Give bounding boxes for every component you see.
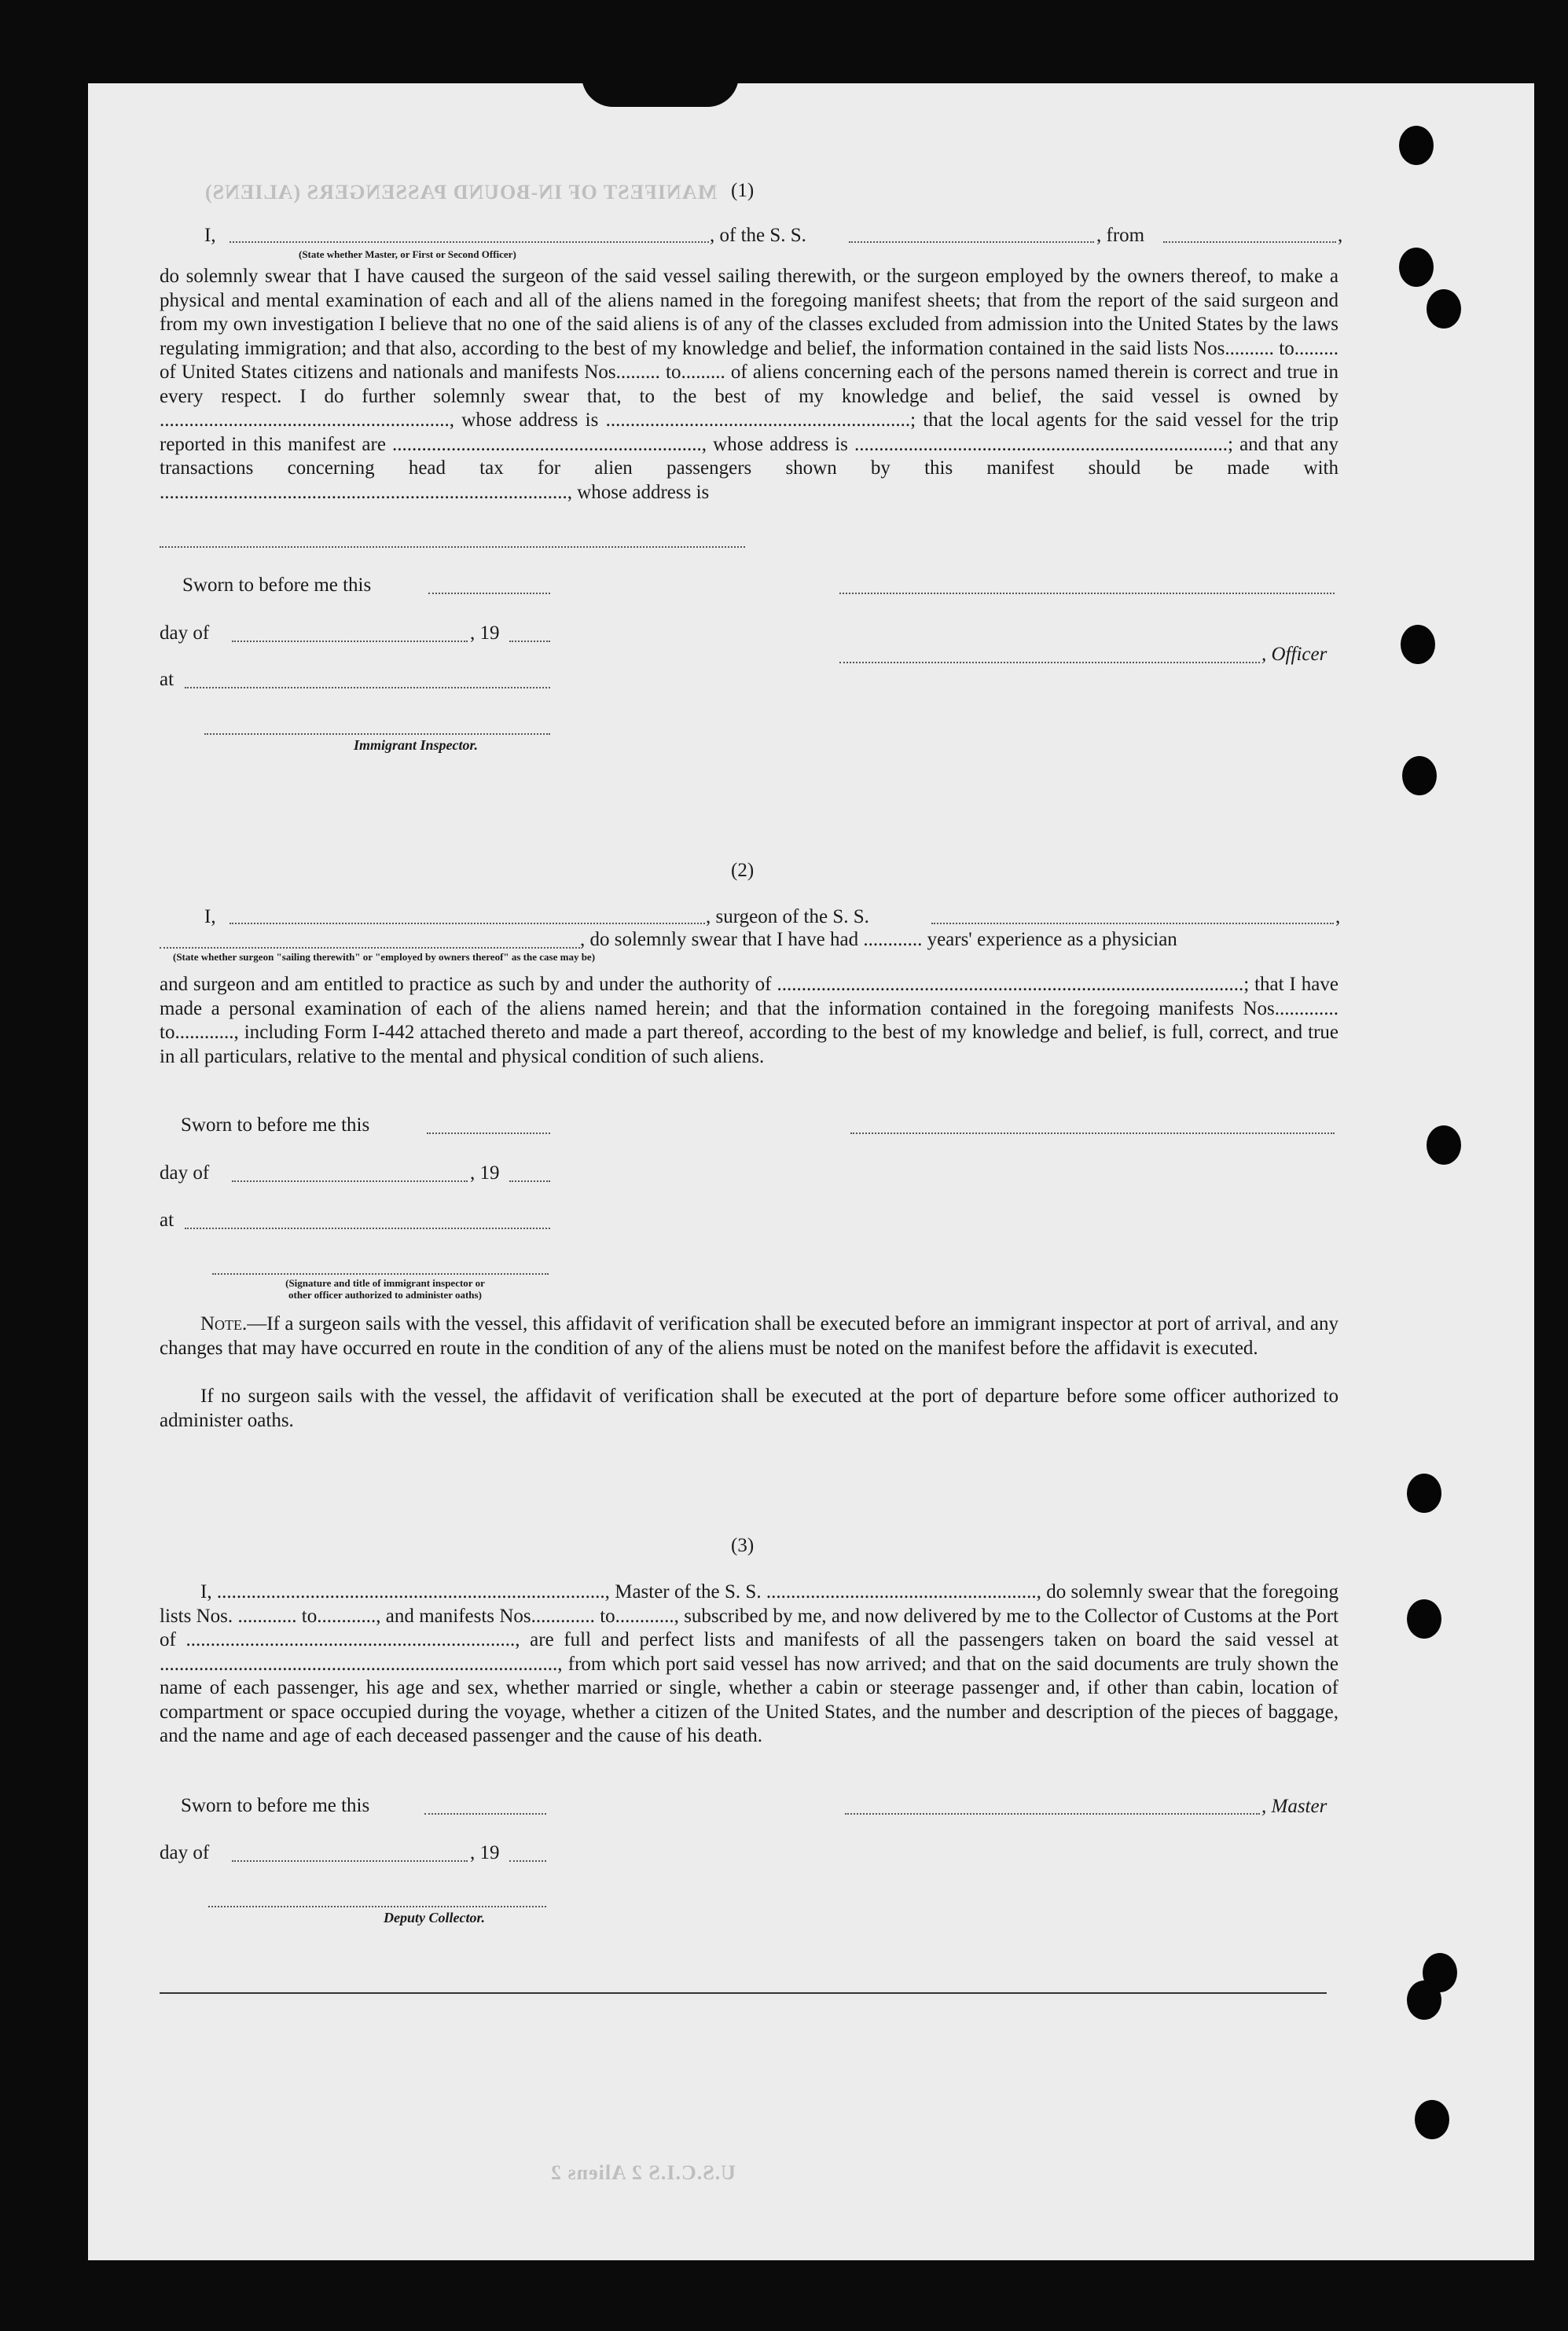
s1-day-of: day of — [160, 622, 210, 644]
s1-paragraph: do solemnly swear that I have caused the surgeon of the said vessel sailing therewith, or the surgeon employed by the owners thereof, to make a physical and mental examination of each and all of the aliens named in the foregoing manifest sheets; that from the report of the said surgeon and from my own investigation I believe that no one of the said aliens is of any of the classes excluded from admission into the United States by the laws regulating immigration; and that also, according to the best of my knowledge and belief, the information contained in the said lists Nos.......... to......... of United States citizens and nationals and manifests Nos......... to......... of aliens concerning each of the persons named therein is correct and true in every respect. I do further solemnly swear that, to the best of my knowledge and belief, the said vessel is owned by ..........................................................., whose address is ..............................................................; that the local agents for the said vessel for the trip reported in this manifest are ..............................................................., whose address is ............................................................................; and that any transactions concerning head tax for alien passengers shown by this manifest should be made with ..................................................................................., whose address is — [160, 266, 1338, 503]
s3-master: , Master — [1261, 1796, 1327, 1817]
s2-surgeon-field[interactable] — [230, 923, 705, 924]
s1-line1-d: , — [1338, 225, 1343, 246]
s1-sworn-field[interactable] — [428, 593, 550, 594]
s3-sworn-field[interactable] — [424, 1813, 546, 1815]
s1-year-field[interactable] — [509, 641, 550, 642]
s2-note-text: —If a surgeon sails with the vessel, this affidavit of verification shall be executed before an immigrant inspector at port of arrival, and any changes that may have occurred en route in the condition of any of the aliens must be noted on the manifest before the affidavit is executed. — [160, 1313, 1338, 1359]
binder-hole — [1399, 126, 1434, 165]
s1-trailing-field[interactable] — [160, 546, 745, 548]
s1-ship-field[interactable] — [849, 241, 1094, 243]
s1-year: , 19 — [470, 622, 500, 644]
s2-year: , 19 — [470, 1162, 500, 1184]
section-1-number: (1) — [731, 180, 755, 201]
s2-ship-field[interactable] — [931, 923, 1334, 924]
s1-line1-a: I, — [204, 225, 216, 246]
s1-line1-c: , from — [1096, 225, 1145, 246]
s1-line1-b: , of the S. S. — [710, 225, 806, 246]
s2-day-of: day of — [160, 1162, 210, 1184]
s3-collector-sig-field[interactable] — [208, 1906, 546, 1907]
s2-day-field[interactable] — [232, 1180, 468, 1182]
section-3-number: (3) — [731, 1535, 755, 1556]
s2-paragraph: and surgeon and am entitled to practice as such by and under the authority of ...............................................................................................; that I have made a personal examination of each of the aliens named herein; and that the information contained in the foregoing manifests Nos............. to............, including Form I-442 attached thereto and made a part thereof, according to the best of my knowledge and belief, is full, correct, and true in all particulars, relative to the mental and physical condition of such aliens. — [160, 974, 1338, 1067]
binder-hole — [1407, 1474, 1441, 1513]
s2-line2: , do solemnly swear that I have had ............ years' experience as a physician — [580, 929, 1177, 950]
s2-inspector-sig-field[interactable] — [212, 1273, 549, 1275]
s2-sworn-field[interactable] — [427, 1132, 550, 1134]
s1-note: (State whether Master, or First or Second Officer) — [299, 248, 516, 260]
binder-hole — [1427, 289, 1461, 329]
s1-from-field[interactable] — [1163, 241, 1336, 243]
s3-collector: Deputy Collector. — [384, 1910, 485, 1925]
s2-signature-field[interactable] — [850, 1132, 1335, 1134]
s3-master-field[interactable] — [845, 1813, 1260, 1815]
s2-note-paragraph-2: If no surgeon sails with the vessel, the affidavit of verification shall be executed at the port of departure before some officer authorized to administer oaths. — [160, 1386, 1338, 1431]
bottom-rule — [160, 1992, 1327, 1994]
binder-hole — [1415, 2100, 1449, 2139]
s2-note: (State whether surgeon "sailing therewith" or "employed by owners thereof" as the case may be) — [173, 951, 596, 963]
s2-role-field[interactable] — [160, 947, 580, 949]
s1-officer: , Officer — [1261, 644, 1327, 665]
s1-sworn: Sworn to before me this — [182, 574, 372, 596]
s2-at: at — [160, 1210, 174, 1231]
s3-sworn: Sworn to before me this — [181, 1795, 370, 1816]
s1-day-field[interactable] — [232, 641, 468, 642]
binder-hole — [1407, 1980, 1441, 2020]
s2-note-label: Note. — [200, 1313, 248, 1334]
s1-inspector-sig-field[interactable] — [204, 733, 550, 735]
bleed-through-header: MANIFEST OF IN-BOUND PASSENGERS (ALIENS) — [204, 181, 718, 204]
s1-at: at — [160, 669, 174, 690]
s3-year-field[interactable] — [509, 1860, 546, 1862]
s2-note-paragraph — [160, 1312, 1338, 1360]
s3-paragraph: I, ..............................................................................., Master of the S. S. ......................................................., do solemnly swear that the foregoing lists Nos. ............ to............, and manifests Nos............. to............, subscribed by me, and now delivered by me to the Collector of Customs at the Port of ..................................................................., are full and perfect lists and manifests of all the passengers taken on board the said vessel at ................................................................................., from which port said vessel has now arrived; and that on the said documents are truly shown the name of each passenger, his age and sex, whether married or single, whether a cabin or steerage passenger and, if other than cabin, location of compartment or space occupied during the voyage, whether a citizen of the United States, and the number and description of the pieces of baggage, and the name and age of each deceased passenger and the cause of his death. — [160, 1581, 1338, 1746]
s1-officer-field[interactable] — [839, 662, 1260, 663]
s3-year: , 19 — [470, 1842, 500, 1863]
s2-line1-a: I, — [204, 906, 216, 927]
binder-hole — [1427, 1125, 1461, 1165]
s1-at-field[interactable] — [185, 687, 550, 688]
section-2-number: (2) — [731, 860, 755, 881]
s2-sworn: Sworn to before me this — [181, 1114, 370, 1136]
s3-day-of: day of — [160, 1842, 210, 1863]
s2-sig-note-2: other officer authorized to administer oaths) — [288, 1289, 482, 1301]
s2-sig-note-1: (Signature and title of immigrant inspector or — [285, 1277, 485, 1289]
s2-line1-b: , surgeon of the S. S. — [706, 906, 869, 927]
s1-signature-field[interactable] — [839, 593, 1335, 594]
s1-master-field[interactable] — [230, 241, 709, 243]
s2-at-field[interactable] — [185, 1228, 550, 1229]
binder-hole — [1399, 248, 1434, 287]
binder-hole — [1401, 625, 1435, 664]
s3-day-field[interactable] — [232, 1860, 468, 1862]
torn-edge — [582, 75, 739, 107]
s2-line1-c: , — [1335, 906, 1341, 927]
s2-year-field[interactable] — [509, 1180, 550, 1182]
bleed-through-footer: U.S.C.I.S 2 Aliens 2 — [550, 2161, 736, 2184]
binder-hole — [1402, 756, 1437, 795]
s1-inspector: Immigrant Inspector. — [354, 737, 479, 753]
binder-hole — [1407, 1599, 1441, 1639]
